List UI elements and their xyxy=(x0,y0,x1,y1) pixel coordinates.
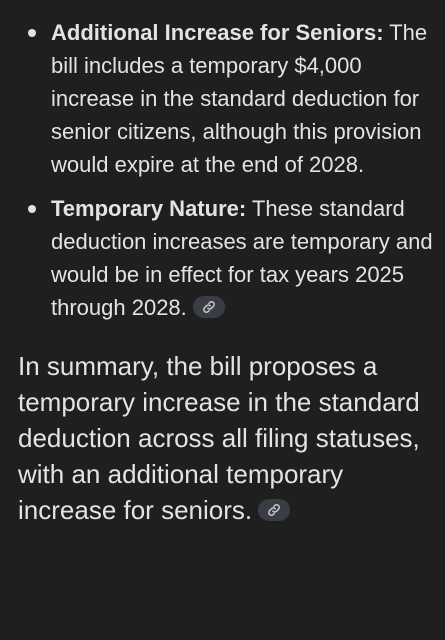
bullet-dot xyxy=(28,205,36,213)
source-link-button[interactable] xyxy=(258,499,290,521)
bullet-heading: Additional Increase for Seniors: xyxy=(51,20,384,45)
bullet-list xyxy=(0,16,445,324)
link-icon xyxy=(202,300,216,314)
list-item xyxy=(0,16,445,181)
source-link-button[interactable] xyxy=(193,296,225,318)
bullet-text: These standard deduction increases are temporary and would be in effect for tax years 2025 through 2028. xyxy=(51,196,433,320)
link-icon xyxy=(267,503,281,517)
bullet-dot xyxy=(28,29,36,37)
summary-text: In summary, the bill proposes a temporary increase in the standard deduction across all filing statuses, with an additional temporary increase for seniors. xyxy=(18,351,420,525)
bullet-heading: Temporary Nature: xyxy=(51,196,247,221)
list-item xyxy=(0,192,445,324)
summary-paragraph xyxy=(0,348,445,528)
bullet-text: The bill includes a temporary $4,000 increase in the standard deduction for senior citizens, although this provision would expire at the end of 2028. xyxy=(51,20,428,177)
